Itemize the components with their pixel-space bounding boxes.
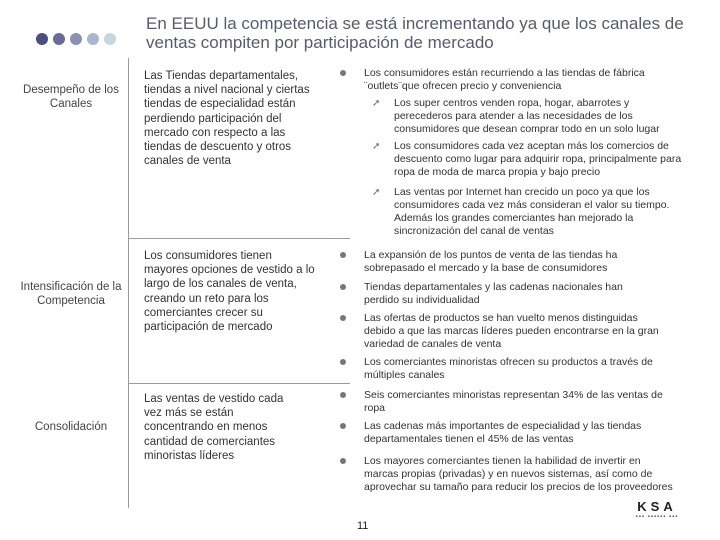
bullet-dot-icon — [340, 315, 346, 321]
logo-text: KSA — [637, 499, 677, 514]
bullet-dot-icon — [340, 284, 346, 290]
dot-5 — [104, 33, 116, 45]
dot-3 — [70, 33, 82, 45]
section-divider-2 — [128, 383, 350, 384]
dot-2 — [53, 33, 65, 45]
section-description-desempeno: Las Tiendas departamentales, tiendas a nivel nacional y ciertas tiendas de especialidad están perdiendo participación del mercado con respecto a las tiendas de descuento y otros canales de venta — [144, 70, 310, 168]
bullet-dot-icon — [340, 70, 346, 76]
section-description-intensificacion: Los consumidores tienen mayores opciones de vestido a lo largo de los canales de venta, creando un reto para los comerciantes crecer su participación de mercado — [144, 250, 315, 334]
bullet-dot-icon — [340, 392, 346, 398]
sub-bullet-text: Los super centros venden ropa, hogar, abarrotes y perecederos para atender a las necesidades de los consumidores que desean comprar todo en un solo lugar — [394, 97, 660, 135]
logo-tagline-decoration: ▪▪▪ ▪▪▪▪▪▪ ▪▪▪ — [635, 514, 679, 520]
arrow-icon: ➚ — [372, 98, 381, 109]
dot-4 — [87, 33, 99, 45]
arrow-icon: ➚ — [372, 141, 381, 152]
vertical-divider — [128, 58, 129, 508]
bullet-dot-icon — [340, 423, 346, 429]
section-description-consolidacion: Las ventas de vestido cada vez más se están concentrando en menos cantidad de comerciantes minoristas líderes — [144, 393, 284, 462]
bullet-text: Los comerciantes minoristas ofrecen su productos a través de múltiples canales — [364, 356, 653, 381]
sub-bullet-text: Los consumidores cada vez aceptan más los comercios de descuento como lugar para adquirir ropa, principalmente para ropa de moda de marca propia y bajo precio — [394, 140, 682, 178]
sub-bullet-text: Las ventas por Internet han crecido un poco ya que los consumidores cada vez más consideran el valor su tiempo. Además los grandes comerciantes han mejorado la sincronización del canal de ventas — [394, 186, 670, 237]
page-title: En EEUU la competencia se está incrementando ya que los canales de ventas compiten por participación de mercado — [146, 14, 684, 52]
bullet-text: Seis comerciantes minoristas representan 34% de las ventas de ropa — [364, 389, 663, 414]
bullet-text: Las cadenas más importantes de especialidad y las tiendas departamentales tienen el 45% de las ventas — [364, 420, 642, 445]
section-divider-1 — [128, 238, 350, 239]
bullet-text: Las ofertas de productos se han vuelto menos distinguidas debido a que las marcas líderes pueden encontrarse en la gran variedad de canales de venta — [364, 312, 659, 350]
bullet-dot-icon — [340, 252, 346, 258]
dot-1 — [36, 33, 48, 45]
section-label-consolidacion: Consolidación — [34, 421, 108, 433]
page-number: 11 — [357, 520, 369, 532]
section-label-intensificacion: Intensificación de la Competencia — [20, 281, 122, 307]
bullet-text: La expansión de los puntos de venta de las tiendas ha sobrepasado el mercado y la base de consumidores — [364, 249, 618, 274]
arrow-icon: ➚ — [372, 187, 381, 198]
bullet-text: Tiendas departamentales y las cadenas nacionales han perdido su individualidad — [364, 281, 623, 306]
bullet-dot-icon — [340, 458, 346, 464]
bullet-text: Los consumidores están recurriendo a las tiendas de fábrica ¨outlets¨que ofrecen precio y conveniencia — [364, 67, 645, 92]
section-label-desempeno: Desempeño de los Canales — [23, 84, 119, 110]
bullet-text: Los mayores comerciantes tienen la habilidad de invertir en marcas propias (privadas) y en nuevos sistemas, así como de aprovechar su tamaño para reducir los precios de los proveedores — [364, 455, 673, 493]
bullet-dot-icon — [340, 359, 346, 365]
company-logo — [626, 499, 688, 520]
